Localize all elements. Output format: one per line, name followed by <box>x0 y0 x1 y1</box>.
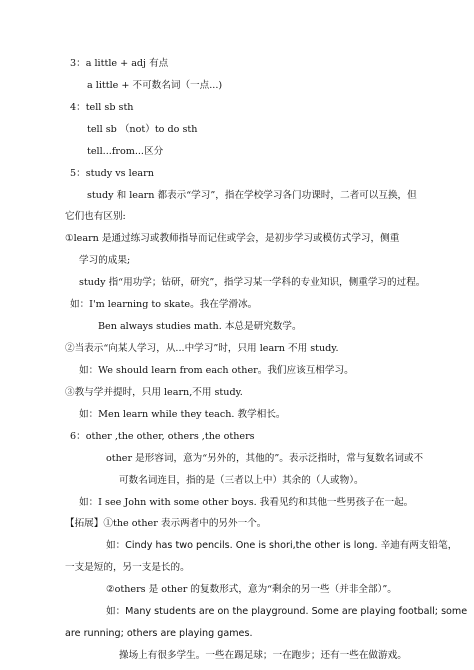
text-line: tell...from...区分 <box>87 146 164 157</box>
text-line: 可数名词连目，指的是（三者以上中）其余的（人或物）。 <box>119 475 364 486</box>
text-line: 如：Many students are on the playground. Some are playing football; some <box>106 606 468 617</box>
text-line: study 和 learn 都表示“学习”，指在学校学习各门功课时，二者可以互换，但 <box>87 190 417 201</box>
text-line: are running; others are playing games. <box>65 628 253 639</box>
text-line: 操场上有很多学生。一些在踢足球；一在跑步；还有一些在做游戏。 <box>119 650 407 661</box>
text-line: ①learn 是通过练习或教师指导而记住或学会，是初步学习或模仿式学习，侧重 <box>65 233 400 244</box>
text-line: 如：I'm learning to skate。我在学滑冰。 <box>70 299 258 310</box>
text-line: 【拓展】①the other 表示两者中的另外一个。 <box>65 518 267 529</box>
text-line: 如：We should learn from each other。我们应该互相学习。 <box>79 365 354 376</box>
text-line: 学习的成果; <box>79 255 131 266</box>
text-line: 如：Cindy has two pencils. One is shori,the other is long. 辛迪有两支铅笔， <box>106 540 458 551</box>
text-line: 6：other ,the other, others ,the others <box>70 431 255 442</box>
text-line: 一支是短的，另一支是长的。 <box>65 562 190 573</box>
text-line: other 是形容词，意为“另外的，其他的”。表示泛指时，常与复数名词或不 <box>106 453 424 464</box>
text-line: 3：a little + adj 有点 <box>70 58 169 69</box>
text-line: ②当表示“向某人学习，从...中学习”时，只用 learn 不用 study. <box>65 343 339 354</box>
text-line: 它们也有区别: <box>65 211 126 222</box>
text-line: 如：I see John with some other boys. 我看见约和其他一些男孩子在一起。 <box>79 497 414 508</box>
text-line: Ben always studies math. 本总是研究数学。 <box>98 321 302 332</box>
text-line: study 指“用功学；钻研，研究”，指学习某一学科的专业知识，侧重学习的过程。 <box>79 277 426 288</box>
text-line: 4：tell sb sth <box>70 102 134 113</box>
text-line: tell sb （not）to do sth <box>87 124 198 135</box>
text-line: ③教与学并提时，只用 learn,不用 study. <box>65 387 243 398</box>
text-line: 如：Men learn while they teach. 教学相长。 <box>79 409 286 420</box>
text-line: 5：study vs learn <box>70 168 154 179</box>
text-line: a little + 不可数名词（一点...) <box>87 80 223 91</box>
text-line: ②others 是 other 的复数形式，意为“剩余的另一些（并非全部）”。 <box>106 584 397 595</box>
